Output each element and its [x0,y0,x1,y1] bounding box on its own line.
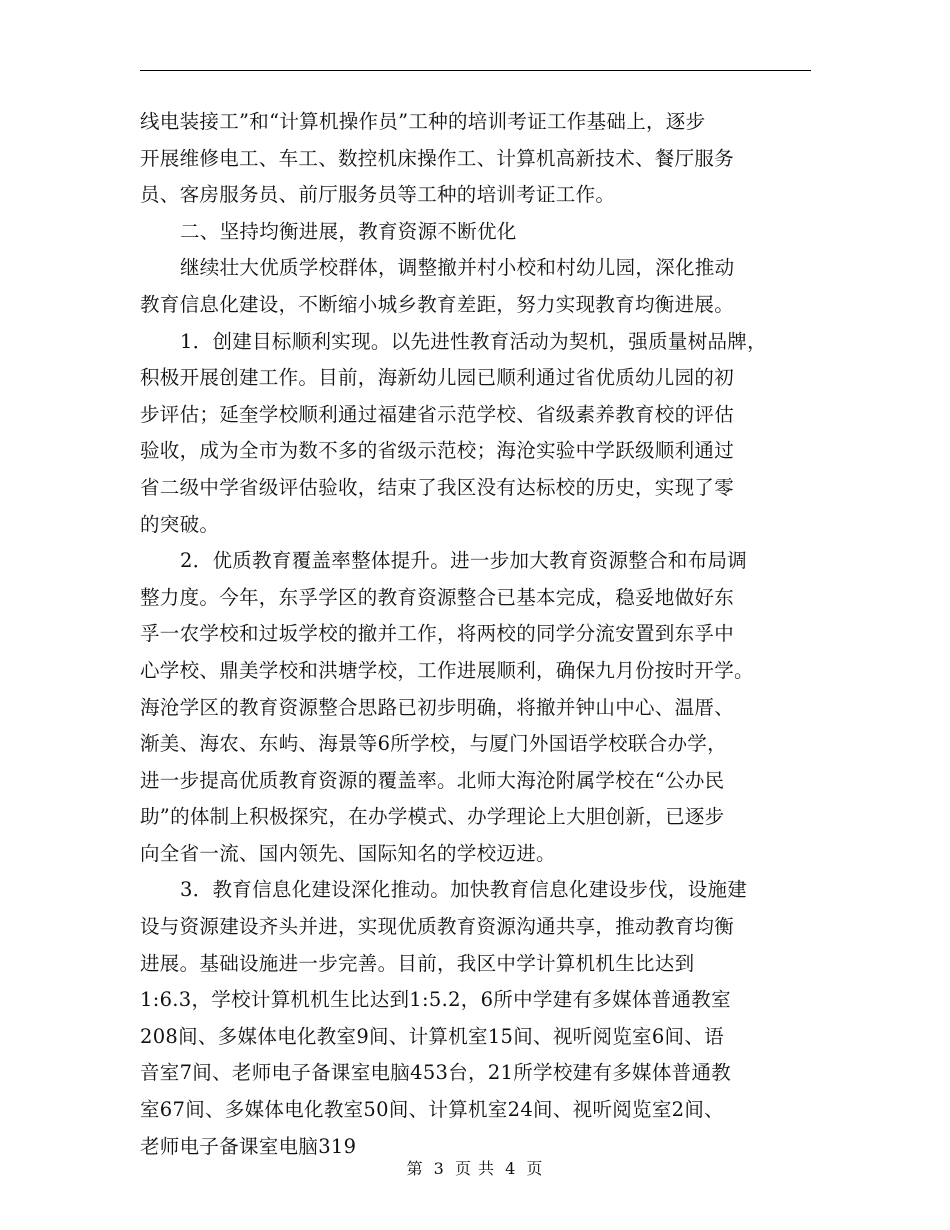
text-line: 向全省一流、国内领先、国际知名的学校迈进。 [140,841,556,865]
text-line: 3．教育信息化建设深化推动。加快教育信息化建设步伐，设施建 [180,878,748,902]
text-line: 1:6.3，学校计算机机生比达到1:5.2，6所中学建有多媒体普通教室 [140,988,731,1012]
text-line: 室67间、多媒体电化教室50间、计算机室24间、视听阅览室2间、 [140,1098,724,1122]
text-line: 1．创建目标顺利实现。以先进性教育活动为契机，强质量树品牌， [180,329,767,353]
text-line: 步评估；延奎学校顺利通过福建省示范学校、省级素养教育校的评估 [140,402,735,426]
text-line: 助”的体制上积极探究，在办学模式、办学理论上大胆创新，已逐步 [140,805,725,829]
footer-middle: 页 共 [454,1159,496,1178]
footer-prefix: 第 [406,1159,424,1178]
text-line: 线电装接工”和“计算机操作员”工种的培训考证工作基础上，逐步 [140,110,706,133]
current-page-number: 3 [433,1159,445,1178]
text-line: 设与资源建设齐头并进，实现优质教育资源沟通共享，推动教育均衡 [140,915,735,939]
text-line: 孚一农学校和过坂学校的撤并工作，将两校的同学分流安置到东孚中 [140,622,735,646]
text-line: 208间、多媒体电化教室9间、计算机室15间、视听阅览室6间、语 [140,1024,724,1048]
text-line: 的突破。 [140,512,220,536]
document-body [140,104,820,1165]
text-line: 省二级中学省级评估验收，结束了我区没有达标校的历史，实现了零 [140,475,735,499]
text-line: 音室7间、老师电子备课室电脑453台，21所学校建有多媒体普通教 [140,1061,732,1085]
text-line: 积极开展创建工作。目前，海新幼儿园已顺利通过省优质幼儿园的初 [140,366,735,390]
text-line: 老师电子备课室电脑319 [140,1134,357,1158]
text-line: 验收，成为全市为数不多的省级示范校；海沧实验中学跃级顺利通过 [140,439,735,463]
text-line: 渐美、海农、东屿、海景等6所学校，与厦门外国语学校联合办学， [140,732,727,756]
text-line: 整力度。今年，东孚学区的教育资源整合已基本完成，稳妥地做好东 [140,585,735,609]
text-line: 开展维修电工、车工、数控机床操作工、计算机高新技术、餐厅服务 [140,146,735,170]
header-rule [140,70,811,71]
text-line: 继续壮大优质学校群体，调整撤并村小校和村幼儿园，深化推动 [180,256,735,280]
text-line: 海沧学区的教育资源整合思路已初步明确，将撤并钟山中心、温厝、 [140,695,735,719]
total-page-number: 4 [505,1159,517,1178]
page-footer [0,1156,950,1179]
text-line: 员、客房服务员、前厅服务员等工种的培训考证工作。 [140,183,616,207]
text-line: 教育信息化建设，不断缩小城乡教育差距，努力实现教育均衡进展。 [140,292,735,316]
text-line: 心学校、鼎美学校和洪塘学校，工作进展顺利，确保九月份按时开学。 [140,658,754,682]
text-line: 2．优质教育覆盖率整体提升。进一步加大教育资源整合和布局调 [180,549,748,573]
text-line: 进展。基础设施进一步完善。目前，我区中学计算机机生比达到 [140,951,695,975]
footer-suffix: 页 [526,1159,544,1178]
text-line: 进一步提高优质教育资源的覆盖率。北师大海沧附属学校在“公办民 [140,768,725,792]
section-heading: 二、坚持均衡进展，教育资源不断优化 [180,219,517,243]
